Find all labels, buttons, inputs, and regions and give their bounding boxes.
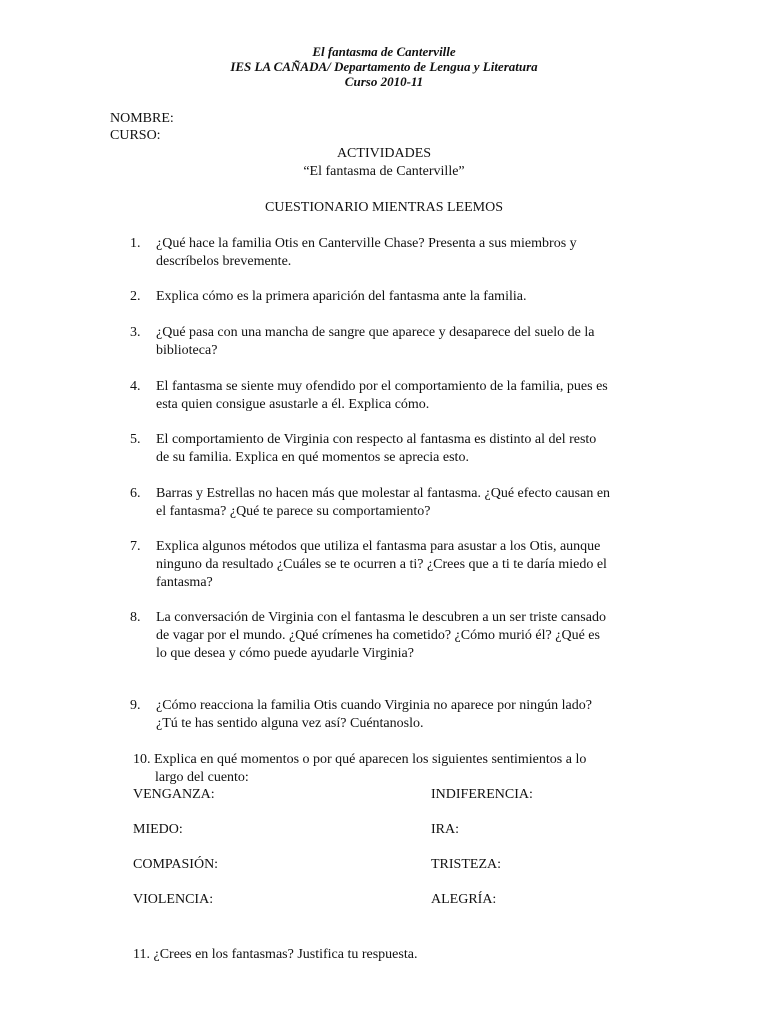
question-line: lo que desea y cómo puede ayudarle Virginia? [156,646,414,661]
question-text [156,324,656,360]
question-number: 9. [130,698,141,713]
question-line: El fantasma se siente muy ofendido por el comportamiento de la familia, pues es [156,379,608,394]
feeling-label: IRA: [431,822,459,837]
question-text [156,485,656,521]
feeling-label: ALEGRÍA: [431,892,497,907]
question-11: 11. ¿Crees en los fantasmas? Justifica tu respuesta. [133,947,418,962]
question-line: El comportamiento de Virginia con respecto al fantasma es distinto al del resto [156,432,597,447]
question-text [156,697,656,733]
feeling-label: VIOLENCIA: [133,892,214,907]
question-text [156,235,656,271]
question-line: ¿Qué pasa con una mancha de sangre que aparece y desaparece del suelo de la [156,325,595,340]
question-10-line-2: largo del cuento: [155,770,249,785]
header-course-year: Curso 2010-11 [344,74,424,89]
question-line: Explica algunos métodos que utiliza el fantasma para asustar a los Otis, aunque [156,539,601,554]
book-title: “El fantasma de Canterville” [303,164,465,179]
question-number: 8. [130,610,141,625]
header-title: El fantasma de Canterville [312,44,456,59]
question-text [156,609,656,663]
question-line: esta quien consigue asustarle a él. Explica cómo. [156,397,430,412]
question-number: 6. [130,486,141,501]
feelings-row [133,821,653,856]
question-line: La conversación de Virginia con el fantasma le descubren a un ser triste cansado [156,610,606,625]
question-text [156,378,656,414]
question-line: biblioteca? [156,343,218,358]
feeling-label: INDIFERENCIA: [431,787,533,802]
activities-heading [0,145,768,181]
question-10 [133,751,693,787]
question-number: 3. [130,325,141,340]
question-number: 5. [130,432,141,447]
activities-title: ACTIVIDADES [336,146,432,161]
feelings-row [133,786,653,821]
question-line: fantasma? [156,575,213,590]
document-header [0,44,768,89]
questionnaire-heading [0,199,768,217]
feeling-label: COMPASIÓN: [133,857,219,872]
name-label: NOMBRE: [110,111,174,126]
question-line: de vagar por el mundo. ¿Qué crímenes ha cometido? ¿Cómo murió él? ¿Qué es [156,628,600,643]
question-text [156,538,656,592]
student-info [110,110,174,144]
question-line: ninguno da resultado ¿Cuáles se te ocurren a ti? ¿Crees que a ti te daría miedo el [156,557,607,572]
course-label: CURSO: [110,128,161,143]
header-department: IES LA CAÑADA/ Departamento de Lengua y Literatura [230,59,538,74]
question-line: ¿Qué hace la familia Otis en Canterville Chase? Presenta a sus miembros y [156,236,577,251]
question-line: el fantasma? ¿Qué te parece su comportamiento? [156,504,431,519]
feeling-label: VENGANZA: [133,787,215,802]
question-10-line-1: 10. Explica en qué momentos o por qué aparecen los siguientes sentimientos a lo [133,752,587,767]
question-number: 1. [130,236,141,251]
feelings-row [133,856,653,891]
question-line: Explica cómo es la primera aparición del fantasma ante la familia. [156,289,527,304]
feelings-list [133,786,653,926]
question-line: Barras y Estrellas no hacen más que molestar al fantasma. ¿Qué efecto causan en [156,486,611,501]
question-number: 7. [130,539,141,554]
question-number: 2. [130,289,141,304]
questionnaire-title: CUESTIONARIO MIENTRAS LEEMOS [265,200,503,215]
question-line: ¿Cómo reacciona la familia Otis cuando Virginia no aparece por ningún lado? [156,698,592,713]
question-line: de su familia. Explica en qué momentos se aprecia esto. [156,450,469,465]
question-text [156,431,656,467]
feeling-label: MIEDO: [133,822,183,837]
feelings-row [133,891,653,926]
feeling-label: TRISTEZA: [431,857,501,872]
question-line: descríbelos brevemente. [156,254,292,269]
question-number: 4. [130,379,141,394]
question-line: ¿Tú te has sentido alguna vez así? Cuéntanoslo. [156,716,424,731]
question-text [156,288,656,306]
